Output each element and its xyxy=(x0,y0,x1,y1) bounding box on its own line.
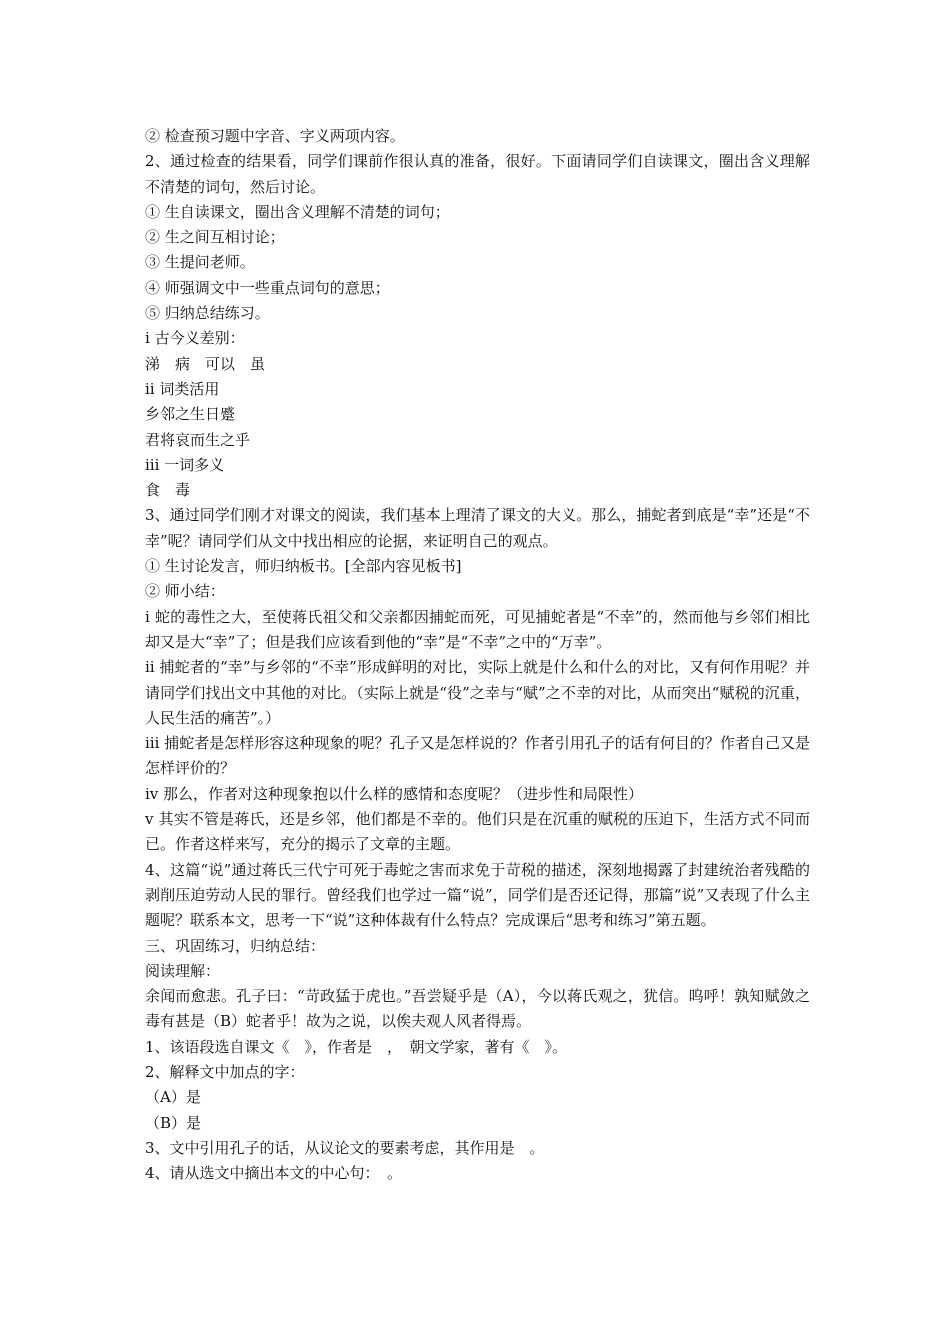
text-line: ② 检查预习题中字音、字义两项内容。 xyxy=(145,127,405,145)
text-line: ⅱ 词类活用 xyxy=(145,379,220,398)
text-line: ⅰ 古今义差别： xyxy=(145,329,245,348)
text-line: 余闻而愈悲。孔子曰：“苛政猛于虎也。”吾尝疑乎是（A），今以蒋氏观之，犹信。呜呼！孰知赋敛之毒有甚是（B）蛇者乎！故为之说，以俟夫观人风者得焉。 xyxy=(145,987,810,1031)
text-line: ① 生自读课文，圈出含义理解不清楚的词句； xyxy=(145,202,450,221)
text-line: 1、该语段选自课文《 》，作者是 ， 朝文学家，著有《 》。 xyxy=(145,1037,568,1056)
text-line: ⅳ 那么，作者对这种现象抱以什么样的感情和态度呢？（进步性和局限性） xyxy=(145,784,644,803)
text-line: 食 毒 xyxy=(145,481,191,500)
text-line: 3、文中引用孔子的话，从议论文的要素考虑，其作用是 。 xyxy=(145,1138,545,1157)
text-line: （A）是 xyxy=(145,1088,201,1107)
text-line: 乡邻之生日蹙 xyxy=(145,405,236,424)
text-line: 君将哀而生之乎 xyxy=(145,430,251,449)
text-line: 2、通过检查的结果看，同学们课前作很认真的准备，很好。下面请同学们自读课文，圈出含义理解不清楚的词句，然后讨论。 xyxy=(145,152,810,196)
text-line: ④ 师强调文中一些重点词句的意思； xyxy=(145,278,390,297)
text-line: 2、解释文中加点的字： xyxy=(145,1062,305,1081)
text-line: ⅰ 蛇的毒性之大，至使蒋氏祖父和父亲都因捕蛇而死，可见捕蛇者是“不幸”的，然而他与乡邻们相比却又是大“幸”了；但是我们应该看到他的“幸”是“不幸”之中的“万幸”。 xyxy=(145,607,810,651)
text-line: ③ 生提问老师。 xyxy=(145,253,255,272)
text-line: （B）是 xyxy=(145,1113,202,1132)
text-line: ⑤ 归纳总结练习。 xyxy=(145,304,270,323)
text-line: 4、请从选文中摘出本文的中心句： 。 xyxy=(145,1164,403,1183)
document-body xyxy=(145,124,810,1186)
text-line: ① 生讨论发言，师归纳板书。[全部内容见板书] xyxy=(145,557,462,576)
text-line: ② 师小结： xyxy=(145,582,225,601)
text-line: 阅读理解： xyxy=(145,961,221,980)
text-line: ⅴ 其实不管是蒋氏，还是乡邻，他们都是不幸的。他们只是在沉重的赋税的压迫下，生活方式不同而已。作者这样来写，充分的揭示了文章的主题。 xyxy=(145,810,810,854)
text-line: ⅲ 一词多义 xyxy=(145,455,225,474)
text-line: ② 生之间互相讨论； xyxy=(145,228,285,247)
text-line: ⅲ 捕蛇者是怎样形容这种现象的呢？孔子又是怎样说的？作者引用孔子的话有何目的？作者自己又是怎样评价的？ xyxy=(145,734,810,778)
text-line: 4、这篇“说”通过蒋氏三代宁可死于毒蛇之害而求免于苛税的描述，深刻地揭露了封建统治者残酷的剥削压迫劳动人民的罪行。曾经我们也学过一篇“说”，同学们是否还记得，那篇“说”又表现了什么主题呢？联系本文，思考一下“说”这种体裁有什么特点？完成课后“思考和练习”第五题。 xyxy=(145,860,810,930)
text-line: ⅱ 捕蛇者的“幸”与乡邻的“不幸”形成鲜明的对比，实际上就是什么和什么的对比，又有何作用呢？并请同学们找出文中其他的对比。（实际上就是“役”之幸与“赋”之不幸的对比，从而突出“赋税的沉重，人民生活的痛苦”。） xyxy=(145,658,810,727)
text-line: 涕 病 可以 虽 xyxy=(145,354,266,373)
text-line: 三、巩固练习，归纳总结： xyxy=(145,936,326,955)
text-line: 3、通过同学们刚才对课文的阅读，我们基本上理清了课文的大义。那么，捕蛇者到底是“幸”还是“不幸”呢？请同学们从文中找出相应的论据，来证明自己的观点。 xyxy=(145,506,810,550)
